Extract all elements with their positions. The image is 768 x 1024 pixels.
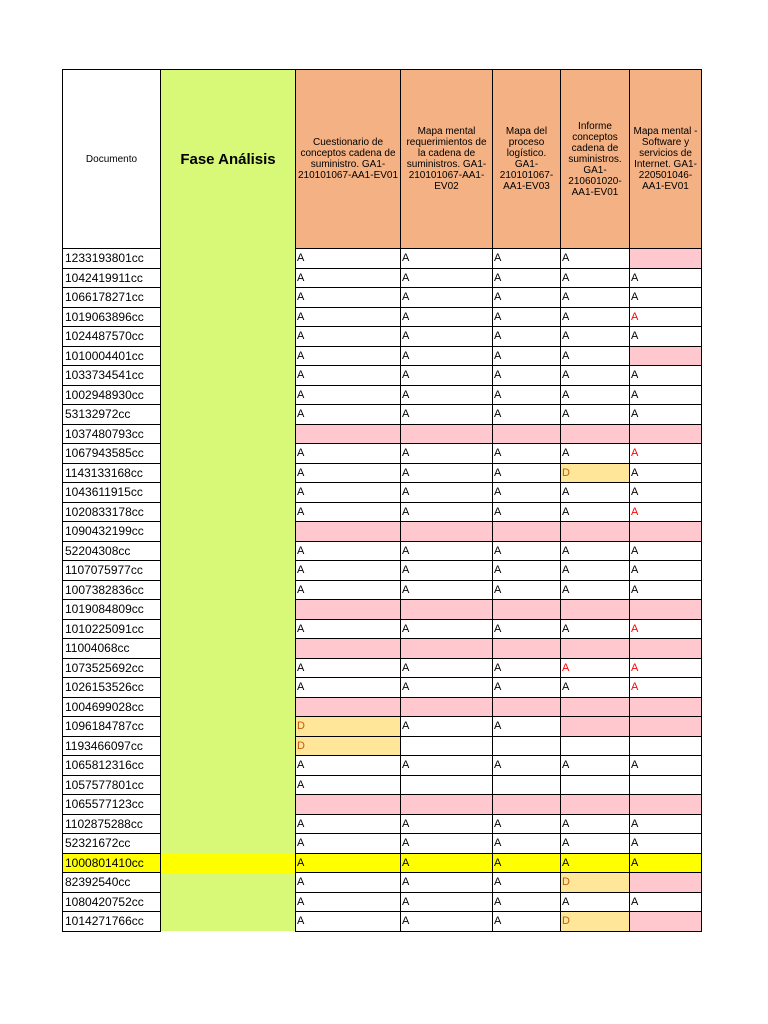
grade-cell[interactable]: A bbox=[401, 366, 493, 386]
grade-cell[interactable]: A bbox=[401, 288, 493, 308]
grade-cell[interactable]: A bbox=[401, 405, 493, 425]
table-row bbox=[63, 424, 702, 444]
documento-cell[interactable]: 1042419911cc bbox=[63, 268, 161, 288]
table-row bbox=[63, 639, 702, 659]
grade-cell[interactable] bbox=[630, 600, 702, 620]
grade-cell[interactable]: A bbox=[296, 327, 401, 347]
header-evidence-2[interactable]: Mapa mental requerimientos de la cadena de suministros. GA1-210101067-AA1-EV02 bbox=[401, 70, 493, 249]
table-row bbox=[63, 795, 702, 815]
grade-cell[interactable]: A bbox=[561, 249, 630, 269]
documento-cell[interactable]: 1020833178cc bbox=[63, 502, 161, 522]
grade-cell[interactable]: A bbox=[493, 483, 561, 503]
table-row bbox=[63, 834, 702, 854]
fase-cell[interactable] bbox=[161, 853, 296, 873]
table-row bbox=[63, 561, 702, 581]
table-row bbox=[63, 502, 702, 522]
grade-cell[interactable]: A bbox=[630, 288, 702, 308]
grade-cell[interactable]: A bbox=[493, 814, 561, 834]
table-row bbox=[63, 892, 702, 912]
fase-cell[interactable] bbox=[161, 795, 296, 815]
table-row bbox=[63, 697, 702, 717]
grade-cell[interactable] bbox=[630, 522, 702, 542]
table-row bbox=[63, 736, 702, 756]
grade-cell[interactable]: A bbox=[561, 288, 630, 308]
grade-cell[interactable] bbox=[630, 697, 702, 717]
grade-cell[interactable] bbox=[493, 775, 561, 795]
fase-cell[interactable] bbox=[161, 424, 296, 444]
grade-cell[interactable]: A bbox=[630, 580, 702, 600]
grade-cell[interactable] bbox=[630, 717, 702, 737]
grade-cell[interactable]: A bbox=[630, 307, 702, 327]
grade-cell[interactable]: A bbox=[561, 619, 630, 639]
table-row bbox=[63, 600, 702, 620]
documento-cell[interactable]: 1193466097cc bbox=[63, 736, 161, 756]
grade-cell[interactable]: A bbox=[561, 307, 630, 327]
grades-spreadsheet bbox=[62, 69, 702, 932]
table-row bbox=[63, 463, 702, 483]
grade-cell[interactable]: A bbox=[296, 502, 401, 522]
table-row bbox=[63, 346, 702, 366]
fase-cell[interactable] bbox=[161, 385, 296, 405]
grade-cell[interactable]: A bbox=[493, 541, 561, 561]
grade-cell[interactable]: A bbox=[401, 463, 493, 483]
documento-cell[interactable]: 1007382836cc bbox=[63, 580, 161, 600]
table-body bbox=[63, 249, 702, 932]
grade-cell[interactable]: A bbox=[561, 678, 630, 698]
grade-cell[interactable]: A bbox=[561, 853, 630, 873]
grade-cell[interactable] bbox=[296, 697, 401, 717]
fase-cell[interactable] bbox=[161, 288, 296, 308]
fase-cell[interactable] bbox=[161, 873, 296, 893]
fase-cell[interactable] bbox=[161, 834, 296, 854]
fase-cell[interactable] bbox=[161, 697, 296, 717]
grade-cell[interactable]: A bbox=[493, 385, 561, 405]
grade-cell[interactable] bbox=[401, 697, 493, 717]
grade-cell[interactable]: A bbox=[493, 580, 561, 600]
fase-cell[interactable] bbox=[161, 502, 296, 522]
grade-cell[interactable]: D bbox=[561, 463, 630, 483]
documento-cell[interactable]: 1002948930cc bbox=[63, 385, 161, 405]
grade-cell[interactable]: A bbox=[296, 249, 401, 269]
grade-cell[interactable]: A bbox=[630, 561, 702, 581]
grade-cell[interactable] bbox=[401, 736, 493, 756]
grade-cell[interactable]: A bbox=[401, 541, 493, 561]
grade-cell[interactable]: A bbox=[401, 346, 493, 366]
table-row bbox=[63, 268, 702, 288]
grade-cell[interactable]: A bbox=[493, 249, 561, 269]
fase-cell[interactable] bbox=[161, 892, 296, 912]
table-row bbox=[63, 288, 702, 308]
fase-cell[interactable] bbox=[161, 522, 296, 542]
grade-cell[interactable]: A bbox=[401, 834, 493, 854]
grade-cell[interactable]: A bbox=[401, 756, 493, 776]
grade-cell[interactable] bbox=[630, 424, 702, 444]
grade-cell[interactable]: A bbox=[630, 366, 702, 386]
grade-cell[interactable] bbox=[296, 600, 401, 620]
grade-cell[interactable]: A bbox=[296, 541, 401, 561]
grade-cell[interactable]: A bbox=[296, 678, 401, 698]
fase-cell[interactable] bbox=[161, 463, 296, 483]
fase-cell[interactable] bbox=[161, 756, 296, 776]
grade-cell[interactable]: A bbox=[630, 658, 702, 678]
grade-cell[interactable] bbox=[630, 873, 702, 893]
grade-cell[interactable] bbox=[296, 795, 401, 815]
table-row bbox=[63, 775, 702, 795]
grade-cell[interactable]: A bbox=[401, 327, 493, 347]
fase-cell[interactable] bbox=[161, 639, 296, 659]
grade-cell[interactable]: A bbox=[296, 580, 401, 600]
grade-cell[interactable]: A bbox=[630, 405, 702, 425]
grade-cell[interactable]: A bbox=[296, 853, 401, 873]
grade-cell[interactable]: A bbox=[296, 444, 401, 464]
documento-cell[interactable]: 1033734541cc bbox=[63, 366, 161, 386]
grade-cell[interactable]: D bbox=[296, 717, 401, 737]
grade-cell[interactable]: A bbox=[401, 307, 493, 327]
table-row bbox=[63, 405, 702, 425]
grade-cell[interactable]: A bbox=[296, 619, 401, 639]
grade-cell[interactable]: A bbox=[630, 678, 702, 698]
grade-cell[interactable]: A bbox=[401, 892, 493, 912]
documento-cell[interactable]: 1010004401cc bbox=[63, 346, 161, 366]
documento-cell[interactable]: 52321672cc bbox=[63, 834, 161, 854]
table-row bbox=[63, 580, 702, 600]
grade-cell[interactable]: A bbox=[493, 327, 561, 347]
grade-cell[interactable]: A bbox=[630, 619, 702, 639]
fase-cell[interactable] bbox=[161, 619, 296, 639]
grade-cell[interactable] bbox=[493, 736, 561, 756]
fase-cell[interactable] bbox=[161, 483, 296, 503]
grade-cell[interactable]: A bbox=[561, 483, 630, 503]
grade-cell[interactable]: A bbox=[401, 249, 493, 269]
grade-cell[interactable]: A bbox=[493, 502, 561, 522]
grade-cell[interactable] bbox=[561, 775, 630, 795]
fase-cell[interactable] bbox=[161, 366, 296, 386]
table-row bbox=[63, 483, 702, 503]
grade-cell[interactable]: A bbox=[630, 756, 702, 776]
fase-cell[interactable] bbox=[161, 775, 296, 795]
grade-cell[interactable]: A bbox=[493, 444, 561, 464]
grade-cell[interactable]: A bbox=[561, 268, 630, 288]
grade-cell[interactable]: A bbox=[493, 678, 561, 698]
grade-cell[interactable] bbox=[630, 736, 702, 756]
grade-cell[interactable]: A bbox=[493, 288, 561, 308]
grade-cell[interactable]: A bbox=[401, 561, 493, 581]
grade-cell[interactable]: A bbox=[630, 814, 702, 834]
fase-cell[interactable] bbox=[161, 561, 296, 581]
documento-cell[interactable]: 1024487570cc bbox=[63, 327, 161, 347]
grade-cell[interactable]: A bbox=[493, 346, 561, 366]
documento-cell[interactable]: 1010225091cc bbox=[63, 619, 161, 639]
documento-cell[interactable]: 1019084809cc bbox=[63, 600, 161, 620]
table-row bbox=[63, 678, 702, 698]
grade-cell[interactable]: A bbox=[561, 814, 630, 834]
grade-cell[interactable]: A bbox=[401, 385, 493, 405]
grade-cell[interactable]: A bbox=[630, 834, 702, 854]
documento-cell[interactable]: 52204308cc bbox=[63, 541, 161, 561]
header-evidence-1[interactable]: Cuestionario de conceptos cadena de suministro. GA1-210101067-AA1-EV01 bbox=[296, 70, 401, 249]
table-row bbox=[63, 658, 702, 678]
grade-cell[interactable]: A bbox=[630, 892, 702, 912]
documento-cell[interactable]: 1080420752cc bbox=[63, 892, 161, 912]
grade-cell[interactable]: A bbox=[493, 834, 561, 854]
fase-cell[interactable] bbox=[161, 405, 296, 425]
table-row bbox=[63, 873, 702, 893]
table-row bbox=[63, 307, 702, 327]
grade-cell[interactable]: A bbox=[296, 834, 401, 854]
grade-cell[interactable] bbox=[401, 424, 493, 444]
documento-cell[interactable]: 1065812316cc bbox=[63, 756, 161, 776]
grade-cell[interactable]: A bbox=[296, 307, 401, 327]
grade-cell[interactable]: A bbox=[561, 756, 630, 776]
grade-cell[interactable]: A bbox=[493, 658, 561, 678]
grade-cell[interactable]: A bbox=[296, 775, 401, 795]
fase-cell[interactable] bbox=[161, 346, 296, 366]
grade-cell[interactable] bbox=[561, 600, 630, 620]
table-row bbox=[63, 853, 702, 873]
table-row bbox=[63, 327, 702, 347]
fase-cell[interactable] bbox=[161, 678, 296, 698]
grade-cell[interactable]: A bbox=[296, 892, 401, 912]
grade-cell[interactable]: A bbox=[401, 814, 493, 834]
grade-cell[interactable] bbox=[493, 795, 561, 815]
fase-cell[interactable] bbox=[161, 249, 296, 269]
fase-cell[interactable] bbox=[161, 600, 296, 620]
grade-cell[interactable]: A bbox=[493, 366, 561, 386]
grade-cell[interactable]: D bbox=[561, 873, 630, 893]
grade-cell[interactable]: A bbox=[401, 483, 493, 503]
grade-cell[interactable]: A bbox=[296, 405, 401, 425]
grade-cell[interactable] bbox=[401, 639, 493, 659]
grade-cell[interactable]: A bbox=[561, 834, 630, 854]
grade-cell[interactable]: A bbox=[493, 463, 561, 483]
grade-cell[interactable] bbox=[493, 600, 561, 620]
grade-cell[interactable]: A bbox=[493, 873, 561, 893]
grade-cell[interactable] bbox=[401, 795, 493, 815]
documento-cell[interactable]: 1233193801cc bbox=[63, 249, 161, 269]
grade-cell[interactable]: A bbox=[493, 405, 561, 425]
grade-cell[interactable] bbox=[401, 600, 493, 620]
grade-cell[interactable]: A bbox=[296, 483, 401, 503]
grade-cell[interactable] bbox=[630, 346, 702, 366]
grade-cell[interactable] bbox=[561, 795, 630, 815]
grade-cell[interactable]: A bbox=[401, 717, 493, 737]
grade-cell[interactable]: A bbox=[561, 892, 630, 912]
grade-cell[interactable]: A bbox=[561, 346, 630, 366]
grade-cell[interactable]: A bbox=[401, 444, 493, 464]
table-row bbox=[63, 717, 702, 737]
grade-cell[interactable]: A bbox=[401, 619, 493, 639]
documento-cell[interactable]: 1065577123cc bbox=[63, 795, 161, 815]
documento-cell[interactable]: 1000801410cc bbox=[63, 853, 161, 873]
grade-cell[interactable]: A bbox=[296, 346, 401, 366]
grade-cell[interactable] bbox=[296, 639, 401, 659]
table-row bbox=[63, 444, 702, 464]
table-row bbox=[63, 814, 702, 834]
grade-cell[interactable]: A bbox=[296, 288, 401, 308]
documento-cell[interactable]: 1066178271cc bbox=[63, 288, 161, 308]
fase-cell[interactable] bbox=[161, 736, 296, 756]
fase-cell[interactable] bbox=[161, 268, 296, 288]
grade-cell[interactable] bbox=[561, 736, 630, 756]
grade-cell[interactable]: A bbox=[493, 307, 561, 327]
header-evidence-3[interactable]: Mapa del proceso logístico. GA1-210101067-AA1-EV03 bbox=[493, 70, 561, 249]
grade-cell[interactable] bbox=[630, 912, 702, 932]
fase-cell[interactable] bbox=[161, 814, 296, 834]
grade-cell[interactable]: A bbox=[401, 268, 493, 288]
table-row bbox=[63, 522, 702, 542]
grade-cell[interactable] bbox=[630, 775, 702, 795]
grade-cell[interactable]: A bbox=[561, 385, 630, 405]
documento-cell[interactable]: 1014271766cc bbox=[63, 912, 161, 932]
grade-cell[interactable]: A bbox=[401, 658, 493, 678]
documento-cell[interactable]: 53132972cc bbox=[63, 405, 161, 425]
documento-cell[interactable]: 1067943585cc bbox=[63, 444, 161, 464]
grade-cell[interactable] bbox=[561, 522, 630, 542]
header-evidence-5[interactable]: Mapa mental - Software y servicios de Internet. GA1-220501046-AA1-EV01 bbox=[630, 70, 702, 249]
grade-cell[interactable]: A bbox=[630, 268, 702, 288]
grade-cell[interactable]: A bbox=[630, 385, 702, 405]
documento-cell[interactable]: 1143133168cc bbox=[63, 463, 161, 483]
grade-cell[interactable] bbox=[493, 639, 561, 659]
grade-cell[interactable]: A bbox=[561, 502, 630, 522]
header-documento[interactable]: Documento bbox=[63, 70, 161, 249]
grade-cell[interactable]: A bbox=[401, 912, 493, 932]
grade-cell[interactable]: A bbox=[561, 561, 630, 581]
documento-cell[interactable]: 1057577801cc bbox=[63, 775, 161, 795]
documento-cell[interactable]: 1019063896cc bbox=[63, 307, 161, 327]
header-evidence-4[interactable]: Informe conceptos cadena de suministros. GA1-210601020-AA1-EV01 bbox=[561, 70, 630, 249]
fase-cell[interactable] bbox=[161, 717, 296, 737]
documento-cell[interactable]: 1073525692cc bbox=[63, 658, 161, 678]
grade-cell[interactable]: A bbox=[493, 561, 561, 581]
grade-cell[interactable]: A bbox=[401, 678, 493, 698]
grade-cell[interactable]: A bbox=[296, 385, 401, 405]
grade-cell[interactable]: A bbox=[493, 717, 561, 737]
header-fase-analisis[interactable]: Fase Análisis bbox=[161, 70, 296, 249]
grade-cell[interactable]: A bbox=[296, 756, 401, 776]
grade-cell[interactable] bbox=[630, 795, 702, 815]
documento-cell[interactable]: 11004068cc bbox=[63, 639, 161, 659]
grade-cell[interactable] bbox=[630, 639, 702, 659]
table-row bbox=[63, 541, 702, 561]
documento-cell[interactable]: 82392540cc bbox=[63, 873, 161, 893]
grade-cell[interactable] bbox=[561, 697, 630, 717]
fase-cell[interactable] bbox=[161, 541, 296, 561]
grade-cell[interactable] bbox=[561, 717, 630, 737]
grade-cell[interactable]: A bbox=[630, 502, 702, 522]
grade-cell[interactable]: A bbox=[561, 541, 630, 561]
header-row bbox=[63, 70, 702, 249]
grade-cell[interactable]: A bbox=[561, 444, 630, 464]
grade-cell[interactable]: A bbox=[630, 463, 702, 483]
grade-cell[interactable] bbox=[493, 424, 561, 444]
grade-cell[interactable]: A bbox=[630, 444, 702, 464]
table-row bbox=[63, 249, 702, 269]
grade-cell[interactable]: A bbox=[493, 268, 561, 288]
grade-cell[interactable]: D bbox=[561, 912, 630, 932]
table-row bbox=[63, 619, 702, 639]
grade-cell[interactable]: A bbox=[296, 366, 401, 386]
documento-cell[interactable]: 1037480793cc bbox=[63, 424, 161, 444]
grade-cell[interactable]: A bbox=[296, 814, 401, 834]
grade-cell[interactable]: A bbox=[296, 561, 401, 581]
fase-cell[interactable] bbox=[161, 580, 296, 600]
documento-cell[interactable]: 1102875288cc bbox=[63, 814, 161, 834]
grade-cell[interactable]: A bbox=[296, 463, 401, 483]
documento-cell[interactable]: 1096184787cc bbox=[63, 717, 161, 737]
grade-cell[interactable] bbox=[630, 249, 702, 269]
grade-cell[interactable]: A bbox=[630, 483, 702, 503]
grade-cell[interactable] bbox=[493, 697, 561, 717]
grade-cell[interactable] bbox=[296, 522, 401, 542]
table-row bbox=[63, 756, 702, 776]
documento-cell[interactable]: 1004699028cc bbox=[63, 697, 161, 717]
grade-cell[interactable]: A bbox=[630, 853, 702, 873]
grade-cell[interactable]: A bbox=[401, 853, 493, 873]
grade-cell[interactable]: A bbox=[296, 873, 401, 893]
grade-cell[interactable]: A bbox=[296, 658, 401, 678]
grade-cell[interactable] bbox=[561, 424, 630, 444]
documento-cell[interactable]: 1043611915cc bbox=[63, 483, 161, 503]
documento-cell[interactable]: 1026153526cc bbox=[63, 678, 161, 698]
fase-cell[interactable] bbox=[161, 912, 296, 932]
fase-cell[interactable] bbox=[161, 444, 296, 464]
grade-cell[interactable]: A bbox=[561, 580, 630, 600]
grade-cell[interactable]: A bbox=[493, 619, 561, 639]
table-row bbox=[63, 912, 702, 932]
grade-cell[interactable]: D bbox=[296, 736, 401, 756]
grade-cell[interactable] bbox=[493, 522, 561, 542]
fase-cell[interactable] bbox=[161, 307, 296, 327]
grade-cell[interactable]: A bbox=[296, 912, 401, 932]
grade-cell[interactable]: A bbox=[493, 912, 561, 932]
grade-cell[interactable]: A bbox=[630, 541, 702, 561]
grade-cell[interactable]: A bbox=[561, 327, 630, 347]
grade-cell[interactable] bbox=[561, 639, 630, 659]
grade-cell[interactable]: A bbox=[493, 853, 561, 873]
fase-cell[interactable] bbox=[161, 658, 296, 678]
grade-cell[interactable] bbox=[401, 775, 493, 795]
grade-cell[interactable]: A bbox=[493, 892, 561, 912]
documento-cell[interactable]: 1107075977cc bbox=[63, 561, 161, 581]
grade-cell[interactable]: A bbox=[561, 658, 630, 678]
table-row bbox=[63, 366, 702, 386]
fase-cell[interactable] bbox=[161, 327, 296, 347]
grade-cell[interactable]: A bbox=[561, 405, 630, 425]
table-row bbox=[63, 385, 702, 405]
grade-cell[interactable]: A bbox=[493, 756, 561, 776]
grade-cell[interactable]: A bbox=[401, 580, 493, 600]
grade-cell[interactable]: A bbox=[296, 268, 401, 288]
grade-cell[interactable]: A bbox=[401, 502, 493, 522]
grade-cell[interactable] bbox=[296, 424, 401, 444]
grade-cell[interactable]: A bbox=[630, 327, 702, 347]
documento-cell[interactable]: 1090432199cc bbox=[63, 522, 161, 542]
grade-cell[interactable]: A bbox=[561, 366, 630, 386]
grade-cell[interactable] bbox=[401, 522, 493, 542]
grade-cell[interactable]: A bbox=[401, 873, 493, 893]
